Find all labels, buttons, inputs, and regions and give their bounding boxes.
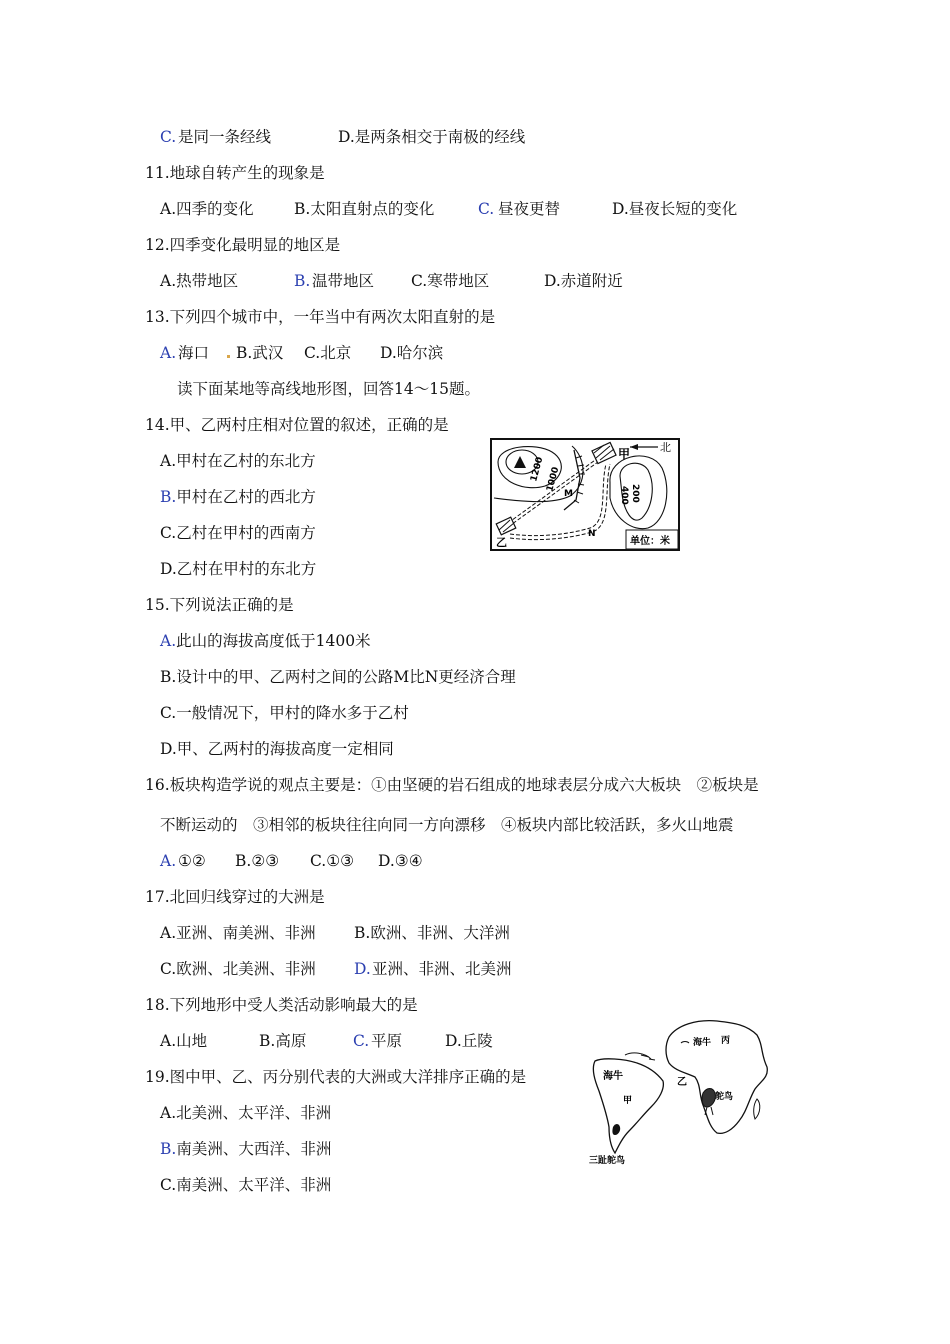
road-n-label: N: [588, 529, 596, 539]
q13-option-c: C.北京: [304, 344, 352, 362]
q16-option-d: D.③④: [378, 852, 423, 870]
q17-option-b: B.欧洲、非洲、大洋洲: [354, 924, 510, 942]
q15-option-d: D.甲、乙两村的海拔高度一定相同: [160, 740, 394, 758]
q18-option-c-letter: C.: [353, 1032, 370, 1050]
north-label: 北: [660, 441, 671, 454]
village-jia-label: 甲: [618, 447, 631, 461]
q12-option-a: A.热带地区: [160, 272, 239, 290]
q17-option-d-letter: D.: [354, 960, 371, 978]
label-ostrich: 鸵鸟: [715, 1092, 734, 1102]
q18-option-b: B.高原: [259, 1032, 307, 1050]
q12-option-b-letter: B.: [294, 272, 311, 290]
q16-option-c: C.①③: [310, 852, 355, 870]
continent-map: [585, 1015, 785, 1167]
village-yi-label: 乙: [496, 536, 507, 549]
q15-stem: 15.下列说法正确的是: [145, 596, 294, 614]
q15-option-c: C.一般情况下，甲村的降水多于乙村: [160, 704, 409, 722]
q11-stem: 11.地球自转产生的现象是: [145, 164, 325, 182]
label-bing: 丙: [721, 1036, 731, 1046]
q18-option-a: A.山地: [160, 1032, 208, 1050]
q19-option-b: [160, 1139, 331, 1159]
q17-option-c: C.欧洲、北美洲、非洲: [160, 960, 316, 978]
q14-option-b: [160, 487, 316, 507]
q17-option-a: A.亚洲、南美洲、非洲: [160, 924, 316, 942]
q15-option-a: [160, 631, 371, 651]
q12-option-d: D.赤道附近: [544, 272, 623, 290]
q19-stem: 19.图中甲、乙、丙分别代表的大洲或大洋排序正确的是: [145, 1068, 527, 1086]
q13-option-a-text: 海口: [178, 344, 210, 362]
q13-stem: 13.下列四个城市中，一年当中有两次太阳直射的是: [145, 308, 496, 326]
q16-option-b: B.②③: [235, 852, 280, 870]
q10-option-c-letter: C.: [160, 128, 177, 146]
q12-option-c: C.寒带地区: [411, 272, 490, 290]
q16-stem-line1: 16.板块构造学说的观点主要是：①由坚硬的岩石组成的地球表层分成六大板块 ②板块是: [145, 776, 759, 794]
q16-stem-line2: 不断运动的 ③相邻的板块往往向同一方向漂移 ④板块内部比较活跃，多火山地震: [160, 816, 734, 834]
madagascar-outline: [754, 1099, 760, 1119]
q17-option-d-text: 亚洲、非洲、北美洲: [372, 960, 512, 978]
q14-option-c: C.乙村在甲村的西南方: [160, 524, 316, 542]
label-rhea: 三趾鸵鸟: [589, 1156, 626, 1166]
contour-label-1200: 1200: [529, 455, 546, 483]
q18-option-d: D.丘陵: [445, 1032, 493, 1050]
q11-option-a: A.四季的变化: [160, 200, 254, 218]
q11-option-c-letter: C.: [478, 200, 495, 218]
q18-option-c-text: 平原: [371, 1032, 403, 1050]
q14-option-b-letter: B.: [160, 488, 177, 506]
q14-stem: 14.甲、乙两村庄相对位置的叙述，正确的是: [145, 416, 449, 434]
q14-option-b-text: 甲村在乙村的西北方: [176, 488, 316, 506]
q15-option-a-text: 此山的海拔高度低于1400米: [176, 632, 371, 650]
q16-option-a-letter: A.: [160, 852, 177, 870]
q13-option-b: B.武汉: [236, 344, 284, 362]
q19-option-c: C.南美洲、太平洋、非洲: [160, 1176, 332, 1194]
contour-label-200: 200: [630, 484, 640, 503]
q11-option-c-text: 昼夜更替: [498, 200, 561, 218]
q13-option-d: D.哈尔滨: [380, 344, 444, 362]
unit-label: 单位：米: [630, 536, 670, 547]
q14-option-d: D.乙村在甲村的东北方: [160, 560, 317, 578]
q12-stem: 12.四季变化最明显的地区是: [145, 236, 341, 254]
q17-stem: 17.北回归线穿过的大洲是: [145, 888, 325, 906]
passage-intro: 读下面某地等高线地形图，回答14～15题。: [177, 380, 480, 398]
q11-option-b: B.太阳直射点的变化: [294, 200, 435, 218]
stray-dot-mark: [227, 355, 230, 358]
contour-label-1000: 1000: [545, 465, 562, 493]
q18-stem: 18.下列地形中受人类活动影响最大的是: [145, 996, 418, 1014]
q16-option-a-text: ①②: [178, 852, 206, 870]
road-m-label: M: [564, 489, 573, 499]
q14-option-a: A.甲村在乙村的东北方: [160, 452, 316, 470]
q15-option-b: B.设计中的甲、乙两村之间的公路M比N更经济合理: [160, 668, 516, 686]
contour-label-400: 400: [619, 486, 629, 505]
q10-option-d: D.是两条相交于南极的经线: [338, 128, 526, 146]
q19-option-a: A.北美洲、太平洋、非洲: [160, 1104, 332, 1122]
label-jia: 甲: [623, 1096, 633, 1106]
label-manatee-right: 海牛: [693, 1038, 712, 1048]
q19-option-b-text: 南美洲、大西洋、非洲: [176, 1140, 332, 1158]
label-manatee-left: 海牛: [603, 1071, 623, 1082]
contour-map: [490, 438, 680, 551]
q15-option-a-letter: A.: [160, 632, 177, 650]
q11-option-d: D.昼夜长短的变化: [612, 200, 738, 218]
label-yi: 乙: [677, 1077, 687, 1088]
q12-option-b-text: 温带地区: [312, 272, 375, 290]
q10-option-c-text: 是同一条经线: [178, 128, 272, 146]
q13-option-a-letter: A.: [160, 344, 177, 362]
q19-option-b-letter: B.: [160, 1140, 177, 1158]
